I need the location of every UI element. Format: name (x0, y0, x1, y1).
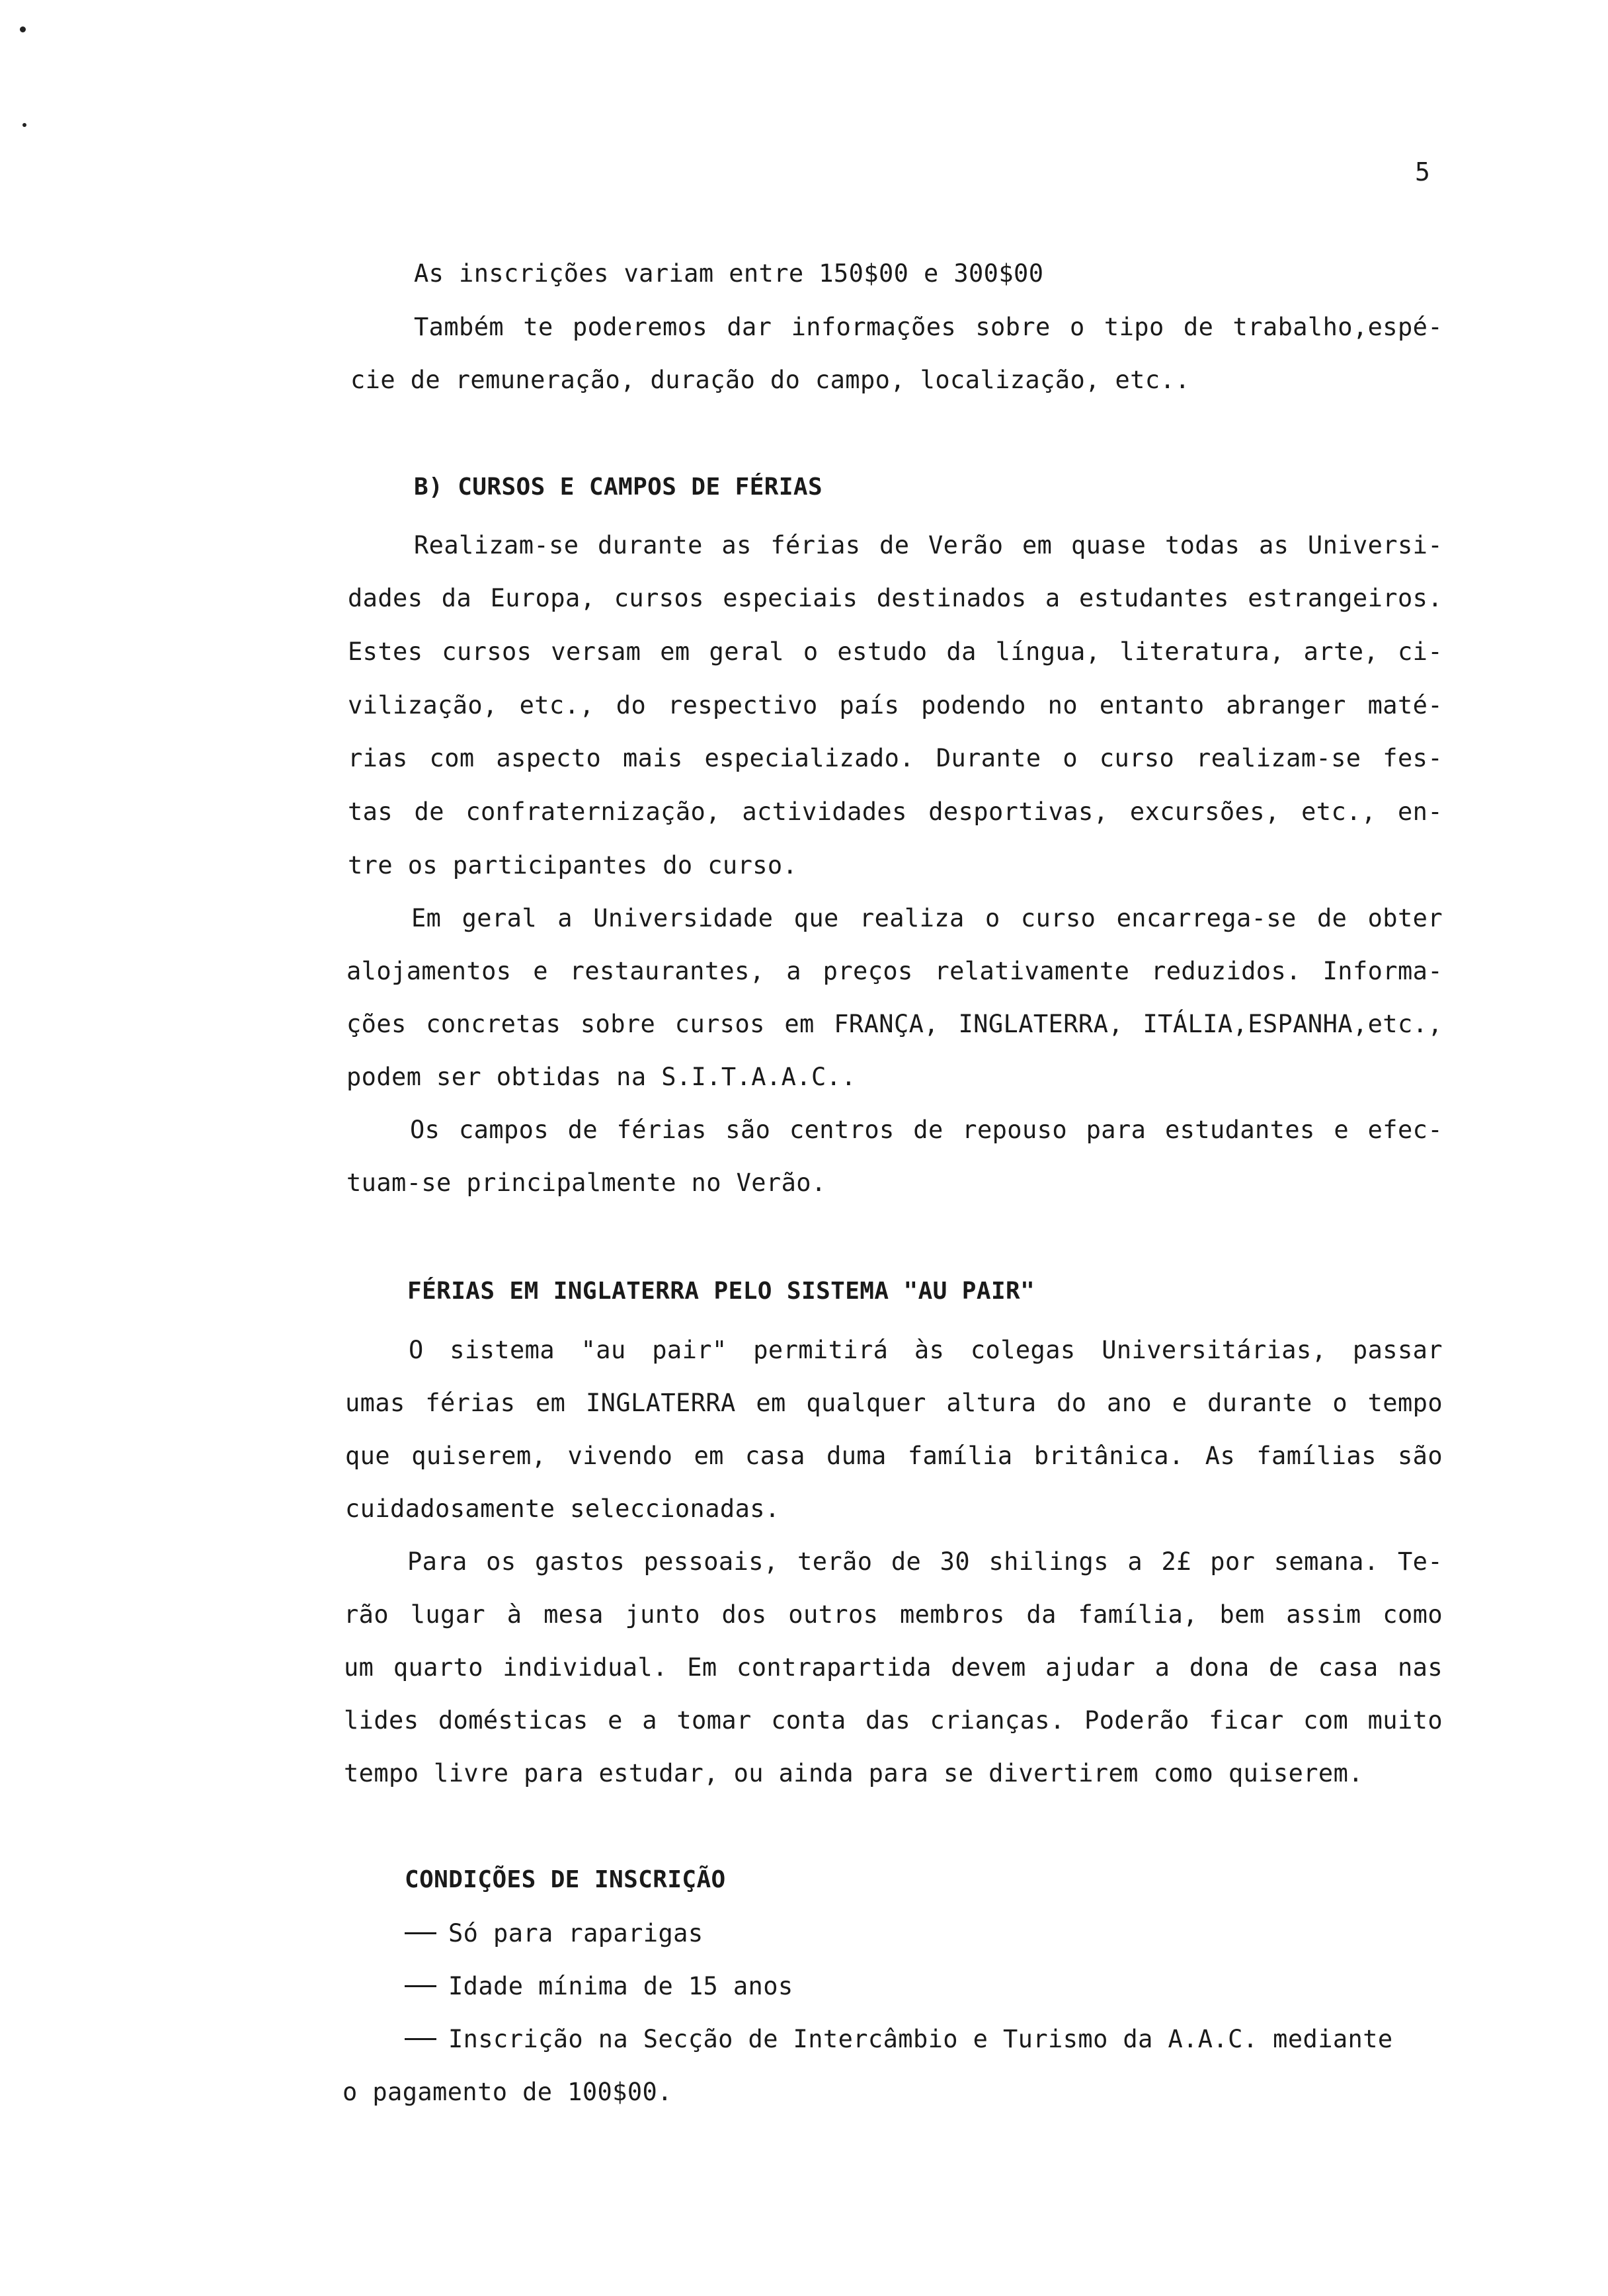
au-pair-p1-line: que quiserem, vivendo em casa duma família britânica. As famílias são (345, 1442, 1443, 1470)
dash-bullet (405, 1985, 436, 1987)
section-b-p1-line: Estes cursos versam em geral o estudo da língua, literatura, arte, ci- (348, 637, 1443, 666)
intro-line-3: cie de remuneração, duração do campo, localização, etc.. (350, 366, 1190, 394)
section-b-p3-line: Os campos de férias são centros de repouso para estudantes e efec- (410, 1116, 1443, 1144)
section-b-p1-line: rias com aspecto mais especializado. Durante o curso realizam-se fes- (348, 744, 1443, 772)
conditions-heading: CONDIÇÕES DE INSCRIÇÃO (405, 1866, 726, 1893)
scan-speck (22, 123, 26, 127)
au-pair-p1-line: O sistema "au pair" permitirá às colegas Universitárias, passar (409, 1336, 1443, 1364)
section-b-p1-line: vilização, etc., do respectivo país podendo no entanto abranger maté- (348, 691, 1443, 719)
au-pair-p2-line: um quarto individual. Em contrapartida devem ajudar a dona de casa nas (344, 1653, 1443, 1682)
scan-speck (20, 26, 26, 32)
section-b-p1-line: tas de confraternização, actividades desportivas, excursões, etc., en- (348, 798, 1443, 826)
section-b-p3-line: tuam-se principalmente no Verão. (346, 1168, 826, 1197)
dash-bullet (405, 2038, 436, 2040)
condition-item-text: Só para raparigas (448, 1919, 704, 1948)
au-pair-p2-line: rão lugar à mesa junto dos outros membros da família, bem assim como (344, 1600, 1443, 1629)
section-b-p2-line: ções concretas sobre cursos em FRANÇA, INGLATERRA, ITÁLIA,ESPANHA,etc., (346, 1010, 1443, 1038)
au-pair-p1-line: umas férias em INGLATERRA em qualquer altura do ano e durante o tempo (345, 1389, 1443, 1417)
condition-item (405, 1972, 793, 2000)
au-pair-p2-line: Para os gastos pessoais, terão de 30 shilings a 2£ por semana. Te- (407, 1547, 1443, 1576)
condition-item-text: Inscrição na Secção de Intercâmbio e Turismo da A.A.C. mediante (448, 2025, 1393, 2053)
section-b-p2-line: Em geral a Universidade que realiza o curso encarrega-se de obter (411, 904, 1443, 932)
condition-item (405, 1919, 704, 1948)
section-b-p1-line: Realizam-se durante as férias de Verão em quase todas as Universi- (414, 531, 1443, 559)
page-number: 5 (1415, 157, 1430, 186)
section-b-heading: B) CURSOS E CAMPOS DE FÉRIAS (414, 473, 823, 501)
condition-item (405, 2025, 1443, 2053)
au-pair-p1-line: cuidadosamente seleccionadas. (345, 1495, 780, 1523)
section-b-p1-line: tre os participantes do curso. (348, 851, 798, 880)
intro-line-2: Também te poderemos dar informações sobre o tipo de trabalho,espé- (414, 313, 1443, 341)
section-b-p1-line: dades da Europa, cursos especiais destinados a estudantes estrangeiros. (348, 584, 1443, 612)
condition-continuation: o pagamento de 100$00. (342, 2078, 672, 2106)
au-pair-p2-line: tempo livre para estudar, ou ainda para se divertirem como quiserem. (344, 1759, 1363, 1787)
au-pair-p2-line: lides domésticas e a tomar conta das crianças. Poderão ficar com muito (344, 1706, 1443, 1735)
condition-item-text: Idade mínima de 15 anos (448, 1972, 793, 2000)
intro-line-1: As inscrições variam entre 150$00 e 300$00 (414, 259, 1044, 288)
section-b-p2-line: alojamentos e restaurantes, a preços relativamente reduzidos. Informa- (346, 957, 1443, 985)
section-b-p2-line: podem ser obtidas na S.I.T.A.A.C.. (346, 1063, 856, 1091)
au-pair-heading: FÉRIAS EM INGLATERRA PELO SISTEMA "AU PAIR" (407, 1278, 1035, 1305)
dash-bullet (405, 1932, 436, 1934)
